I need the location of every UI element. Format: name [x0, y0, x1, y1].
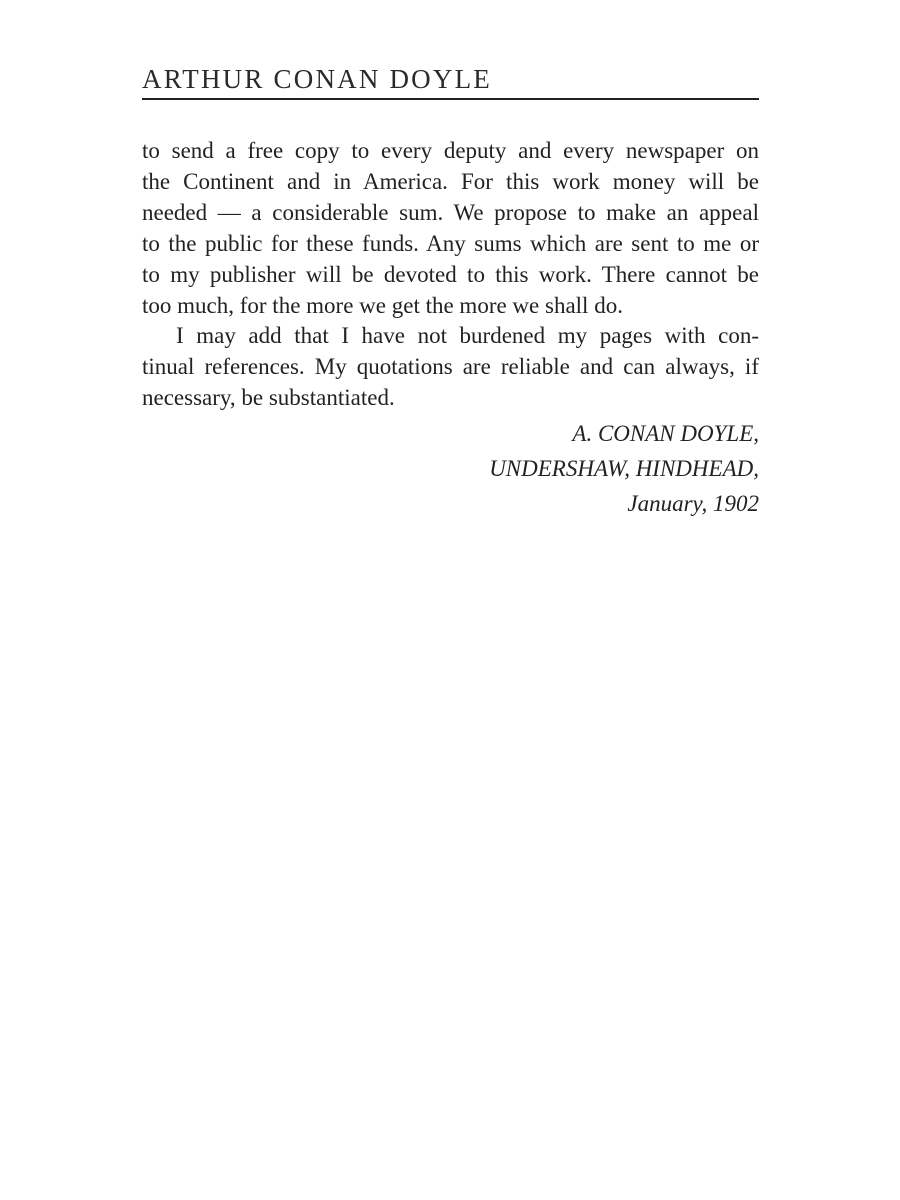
body-text — [142, 136, 759, 414]
signature-date: January, 1902 — [627, 491, 759, 517]
text-line: too much, for the more we get the more we shall do. — [142, 292, 623, 318]
signature-block — [142, 416, 759, 521]
text-line: necessary, be substantiated. — [142, 385, 395, 411]
text-line: to my publisher will be devoted to this work. There cannot be — [142, 261, 759, 287]
signature-name: A. CONAN DOYLE, — [572, 421, 759, 447]
paragraph-2 — [142, 321, 759, 414]
signature-place: UNDERSHAW, HINDHEAD, — [489, 456, 759, 482]
text-line: needed — a considerable sum. We propose to make an appeal — [142, 199, 759, 225]
text-line: to send a free copy to every deputy and every newspaper on — [142, 138, 759, 163]
book-page — [142, 62, 759, 521]
text-line: the Continent and in America. For this work money will be — [142, 168, 759, 194]
paragraph-1 — [142, 136, 759, 321]
text-line: tinual references. My quotations are reliable and can always, if — [142, 354, 759, 380]
text-line: I may add that I have not burdened my pages with con- — [176, 323, 759, 349]
running-head: ARTHUR CONAN DOYLE — [142, 62, 759, 100]
text-line: to the public for these funds. Any sums which are sent to me or — [142, 230, 759, 256]
